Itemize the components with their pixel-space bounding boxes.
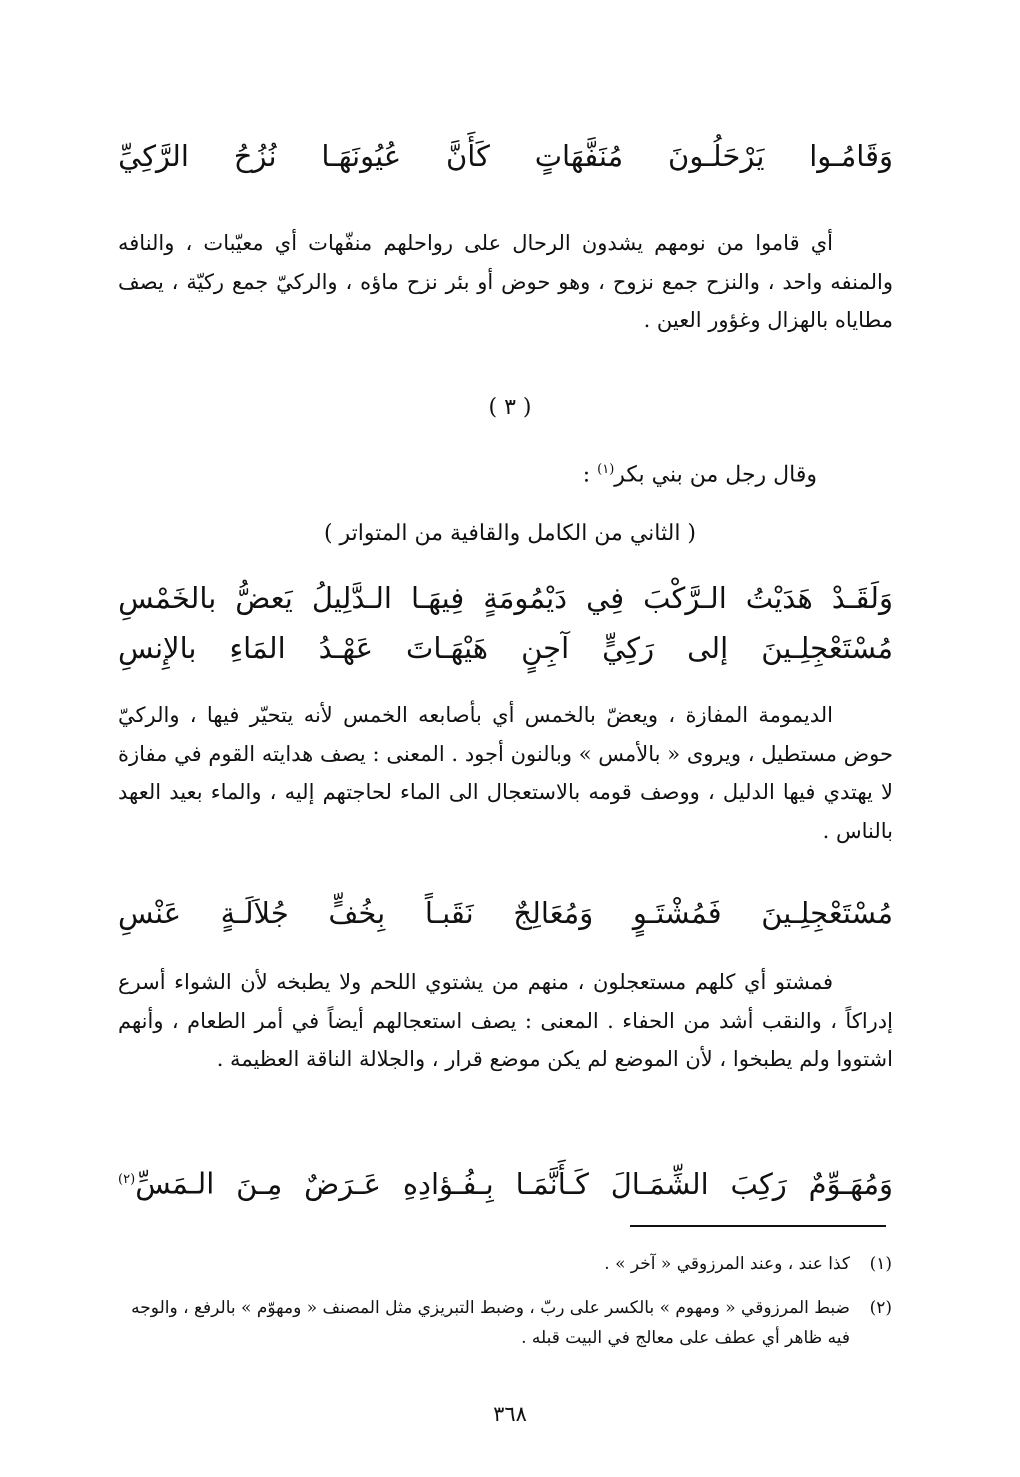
verse-word: بالخَمْسِ bbox=[118, 581, 217, 615]
verse-word: كَأَنَّ bbox=[445, 139, 490, 173]
verse-word: فِيهَـا bbox=[410, 581, 465, 615]
footnote-text: كذا عند ، وعند المرزوقي « آخر » . bbox=[604, 1254, 850, 1274]
verse-word: بِـفُـؤادِهِ bbox=[402, 1166, 494, 1201]
commentary-1 bbox=[118, 224, 893, 340]
commentary-2 bbox=[118, 696, 893, 850]
verse-word: مُسْتَعْجِلِـينَ bbox=[761, 631, 893, 665]
meter-note: ( الثاني من الكامل والقافية من المتواتر ) bbox=[323, 521, 697, 546]
footnote-ref-1: (١) bbox=[597, 462, 615, 477]
verse-word: المَاءِ bbox=[229, 631, 286, 665]
verse-word: جُلاَلَـةٍ bbox=[220, 896, 289, 930]
verse-word: مِـنَ bbox=[236, 1166, 283, 1201]
verse-line-2b bbox=[118, 628, 893, 668]
verse-word: إلى bbox=[687, 631, 729, 665]
verse-word: كَـأَنَّمَـا bbox=[515, 1166, 589, 1201]
verse-line-2a bbox=[118, 578, 893, 618]
verse-word: الرَّكِيِّ bbox=[118, 139, 189, 173]
verse-line-1 bbox=[118, 136, 893, 176]
verse-word: دَيْمُومَةٍ bbox=[483, 581, 568, 615]
footnote-2 bbox=[118, 1293, 892, 1353]
verse-word: بالإِنسِ bbox=[118, 631, 197, 665]
section-number: ( ٣ ) bbox=[488, 395, 532, 420]
footnote-ref-2: (٢) bbox=[118, 1172, 136, 1187]
verse-word: نُزُحُ bbox=[233, 139, 277, 173]
intro-text: وقال رجل من بني بكر bbox=[614, 462, 817, 488]
verse-word: آجِنٍ bbox=[521, 631, 570, 665]
verse-word: عَنْسِ bbox=[118, 896, 182, 930]
verse-word: هَدَيْتُ bbox=[745, 581, 813, 615]
verse-word: وَمُهَـوِّمٌ bbox=[808, 1166, 893, 1201]
verse-word: بِخُفٍّ bbox=[328, 896, 386, 930]
verse-word: وَقَامُـوا bbox=[809, 139, 893, 173]
verse-word: مُنَفَّهَاتٍ bbox=[534, 139, 624, 173]
commentary-3 bbox=[118, 963, 893, 1079]
verse-word: هَيْهَـاتَ bbox=[406, 631, 489, 665]
intro-colon: : bbox=[582, 462, 598, 488]
verse-word: فِي bbox=[586, 581, 625, 615]
page-number: ٣٦٨ bbox=[493, 1402, 527, 1426]
verse-word: الـرَّكْبَ bbox=[643, 581, 727, 615]
verse-word: رَكِيٍّ bbox=[602, 631, 655, 665]
commentary-text: أي قاموا من نومهم يشدون الرحال على رواحلهم منفّهات أي معيّبات ، والنافه والمنفه واحد ، والنزح جمع نزوح ، وهو حوض أو بئر نزح ماؤه ، والركيّ جمع ركيّة ، يصف مطاياه بالهزال وغؤور العين . bbox=[118, 231, 893, 332]
footnote-number: (١) bbox=[869, 1254, 892, 1274]
verse-word bbox=[118, 1160, 214, 1204]
poem-intro bbox=[583, 452, 817, 493]
verse-word: رَكِبَ bbox=[730, 1166, 787, 1201]
verse-word: وَلَقَـدْ bbox=[831, 581, 893, 615]
footnote-separator bbox=[630, 1225, 886, 1227]
verse-word: الشِّمَـالَ bbox=[610, 1166, 709, 1201]
verse-word: يَرْحَلُـونَ bbox=[668, 139, 765, 173]
verse-word: وَمُعَالِجٌ bbox=[513, 896, 594, 930]
verse-line-4 bbox=[118, 1160, 893, 1204]
footnote-text: ضبط المرزوقي « ومهوم » بالكسر على ربّ ، وضبط التبريزي مثل المصنف « ومهوّم » بالرفع ، والوجه فيه ظاهر أي عطف على معالج في البيت قبله . bbox=[131, 1298, 850, 1348]
verse-word: عَهْـدُ bbox=[318, 631, 374, 665]
commentary-text: فمشتو أي كلهم مستعجلون ، منهم من يشتوي اللحم ولا يطبخه لأن الشواء أسرع إدراكاً ، والنقب أشد من الحفاء . المعنى : يصف استعجالهم أيضاً في أمر الطعام ، وأنهم اشتووا ولم يطبخوا ، لأن الموضع لم يكن موضع قرار ، والجلالة الناقة العظيمة . bbox=[118, 970, 893, 1071]
verse-word: عُيُونَهَـا bbox=[321, 139, 402, 173]
footnote-1 bbox=[118, 1249, 892, 1279]
footnote-number: (٢) bbox=[869, 1298, 892, 1318]
verse-word-text: الـمَسِّ bbox=[135, 1166, 215, 1201]
verse-word: فَمُشْتَـوٍ bbox=[632, 896, 722, 930]
verse-word: عَـرَضٌ bbox=[304, 1166, 381, 1201]
commentary-text: الديمومة المفازة ، ويعضّ بالخمس أي بأصابعه الخمس لأنه يتحيّر فيها ، والركيّ حوض مستطيل ، ويروى « بالأمس » وبالنون أجود . المعنى : يصف هدايته القوم في مفازة لا يهتدي فيها الدليل ، ووصف قومه بالاستعجال الى الماء لحاجتهم إليه ، والماء بعيد العهد بالناس . bbox=[118, 703, 893, 843]
verse-word: يَعضُّ bbox=[235, 581, 293, 615]
verse-line-3 bbox=[118, 893, 893, 933]
verse-word: مُسْتَعْجِلِـينَ bbox=[761, 896, 893, 930]
verse-word: الـدَّلِيلُ bbox=[311, 581, 392, 615]
verse-word: نَقَبـاً bbox=[424, 896, 474, 930]
